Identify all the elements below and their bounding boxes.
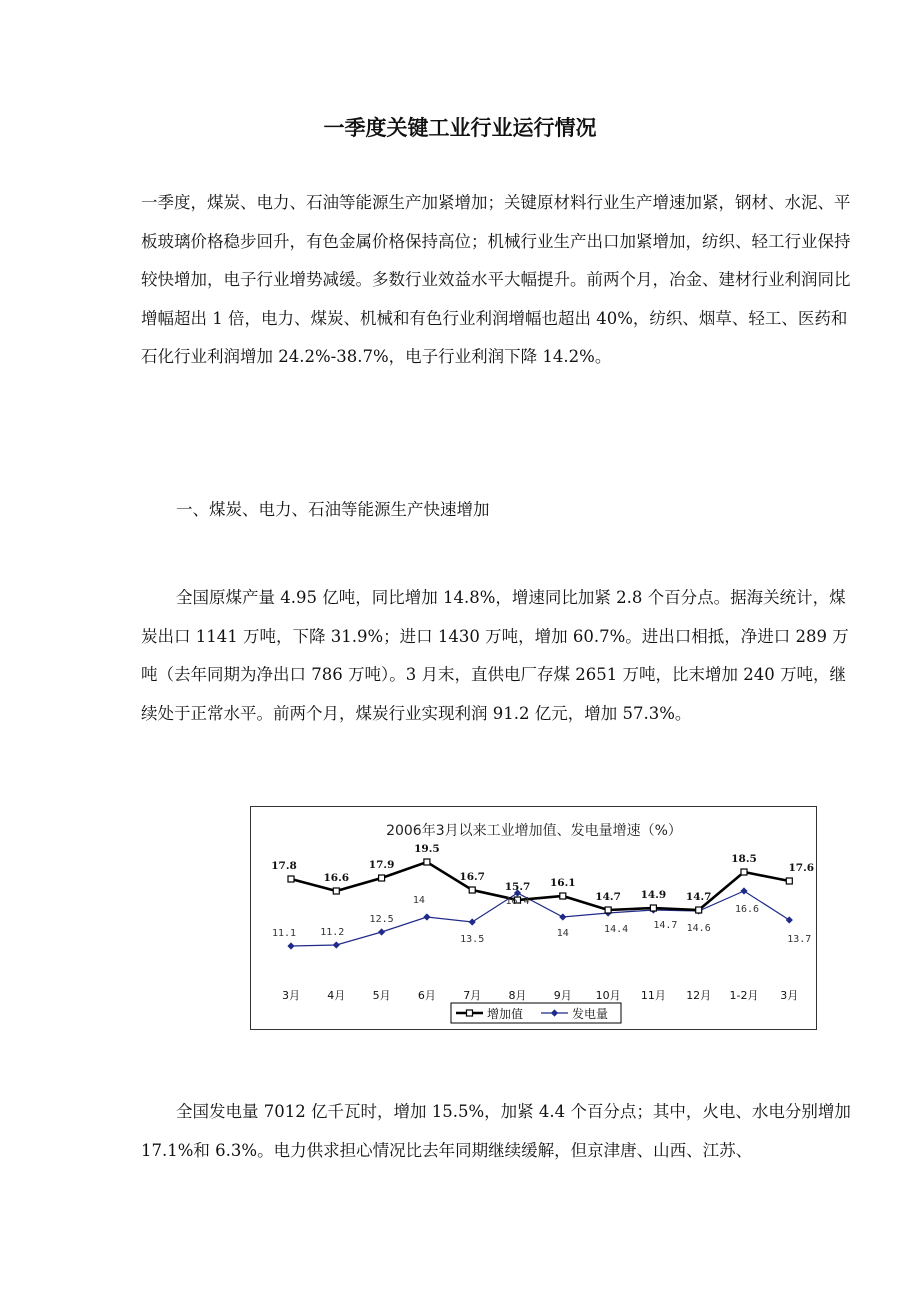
power-paragraph: 全国发电量 7012 亿千瓦时，增加 15.5%，加紧 4.4 个百分点；其中，火电、水电分别增加 17.1%和 6.3%。电力供求担心情况比去年同期继续缓解，但京津唐、山西、江苏、 <box>141 1102 851 1160</box>
chart-legend <box>451 1003 621 1023</box>
added-value-label: 18.5 <box>731 853 757 865</box>
power-point <box>786 916 793 923</box>
power-label: 16.6 <box>734 904 760 915</box>
series-line-added-value <box>291 862 789 910</box>
series-lines <box>291 862 789 946</box>
added-value-label: 14.7 <box>595 891 621 903</box>
power-point <box>469 918 476 925</box>
page-title: 一季度关键工业行业运行情况 <box>323 116 597 140</box>
x-tick-label: 12月 <box>686 989 712 1002</box>
x-axis-ticks <box>282 989 798 1002</box>
added-value-point <box>741 869 747 875</box>
power-label: 14.6 <box>686 923 711 934</box>
coal-paragraph: 全国原煤产量 4.95 亿吨，同比增加 14.8%，增速同比加紧 2.8 个百分点。据海关统计，煤炭出口 1141 万吨，下降 31.9%；进口 1430 万吨，增加 60.7%。进出口相抵，净进口 289 万吨（去年同期为净出口 786 万吨）。3 月末，直供电厂存煤 2651 万吨，比末增加 240 万吨，继续处于正常水平。前两个月，煤炭行业实现利润 91.2 亿元，增加 57.3%。 <box>141 588 849 723</box>
added-value-point <box>469 887 475 893</box>
added-value-label: 17.6 <box>788 862 815 874</box>
added-value-label: 14.7 <box>685 891 712 903</box>
added-value-point <box>560 893 566 899</box>
power-point <box>287 942 294 949</box>
power-label: 13.7 <box>787 934 812 945</box>
power-label: 11.2 <box>320 927 345 938</box>
x-tick-label: 9月 <box>553 989 572 1002</box>
added-value-label: 19.5 <box>414 843 440 855</box>
power-label: 14 <box>412 895 425 906</box>
chart-title: 2006年3月以来工业增加值、发电量增速（%） <box>386 823 682 839</box>
added-value-point <box>696 907 702 913</box>
data-labels <box>271 843 814 945</box>
added-value-label: 17.8 <box>271 860 297 872</box>
x-tick-label: 3月 <box>780 989 799 1002</box>
power-label: 13.5 <box>460 934 485 945</box>
power-point <box>423 913 430 920</box>
added-value-point <box>333 888 339 894</box>
legend-label-added-value: 增加值 <box>487 1007 524 1021</box>
x-tick-label: 10月 <box>595 989 621 1002</box>
added-value-label: 15.7 <box>504 881 531 893</box>
added-value-point <box>424 859 430 865</box>
power-label: 14.4 <box>604 924 629 935</box>
x-tick-label: 1-2月 <box>729 989 759 1002</box>
section-heading: 一、煤炭、电力、石油等能源生产快速增加 <box>176 500 490 519</box>
added-value-point <box>379 875 385 881</box>
added-value-label: 16.7 <box>459 871 485 883</box>
added-value-point <box>650 905 656 911</box>
added-value-point <box>605 907 611 913</box>
added-value-point <box>786 878 792 884</box>
x-tick-label: 8月 <box>508 989 527 1002</box>
series-markers <box>287 859 793 950</box>
added-value-label: 17.9 <box>368 859 395 871</box>
power-point <box>378 928 385 935</box>
power-label: 16.4 <box>505 896 530 907</box>
power-point <box>333 941 340 948</box>
chart-canvas <box>251 807 818 1031</box>
legend-label-power: 发电量 <box>572 1007 609 1021</box>
line-chart <box>250 806 817 1030</box>
x-tick-label: 4月 <box>327 989 346 1002</box>
power-point <box>559 913 566 920</box>
power-label: 11.1 <box>271 928 297 939</box>
intro-paragraph: 一季度，煤炭、电力、石油等能源生产加紧增加；关键原材料行业生产增速加紧，钢材、水泥、平板玻璃价格稳步回升，有色金属价格保持高位；机械行业生产出口加紧增加，纺织、轻工行业保持较快增加，电子行业增势减缓。多数行业效益水平大幅提升。前两个月，冶金、建材行业利润同比增幅超出 1 倍，电力、煤炭、机械和有色行业利润增幅也超出 40%，纺织、烟草、轻工、医药和石化行业利润增加 24.2%-38.7%，电子行业利润下降 14.2%。 <box>141 193 851 366</box>
power-label: 12.5 <box>369 914 394 925</box>
power-label: 14 <box>556 928 569 939</box>
legend-marker-added-value <box>467 1010 473 1016</box>
power-label: 14.7 <box>653 920 678 931</box>
added-value-label: 14.9 <box>640 889 667 901</box>
added-value-label: 16.6 <box>323 872 350 884</box>
x-tick-label: 6月 <box>417 989 436 1002</box>
x-tick-label: 11月 <box>640 989 666 1002</box>
added-value-point <box>288 876 294 882</box>
power-point <box>740 887 747 894</box>
x-tick-label: 7月 <box>463 989 482 1002</box>
x-tick-label: 5月 <box>372 989 391 1002</box>
x-tick-label: 3月 <box>282 989 300 1002</box>
added-value-label: 16.1 <box>550 877 576 889</box>
